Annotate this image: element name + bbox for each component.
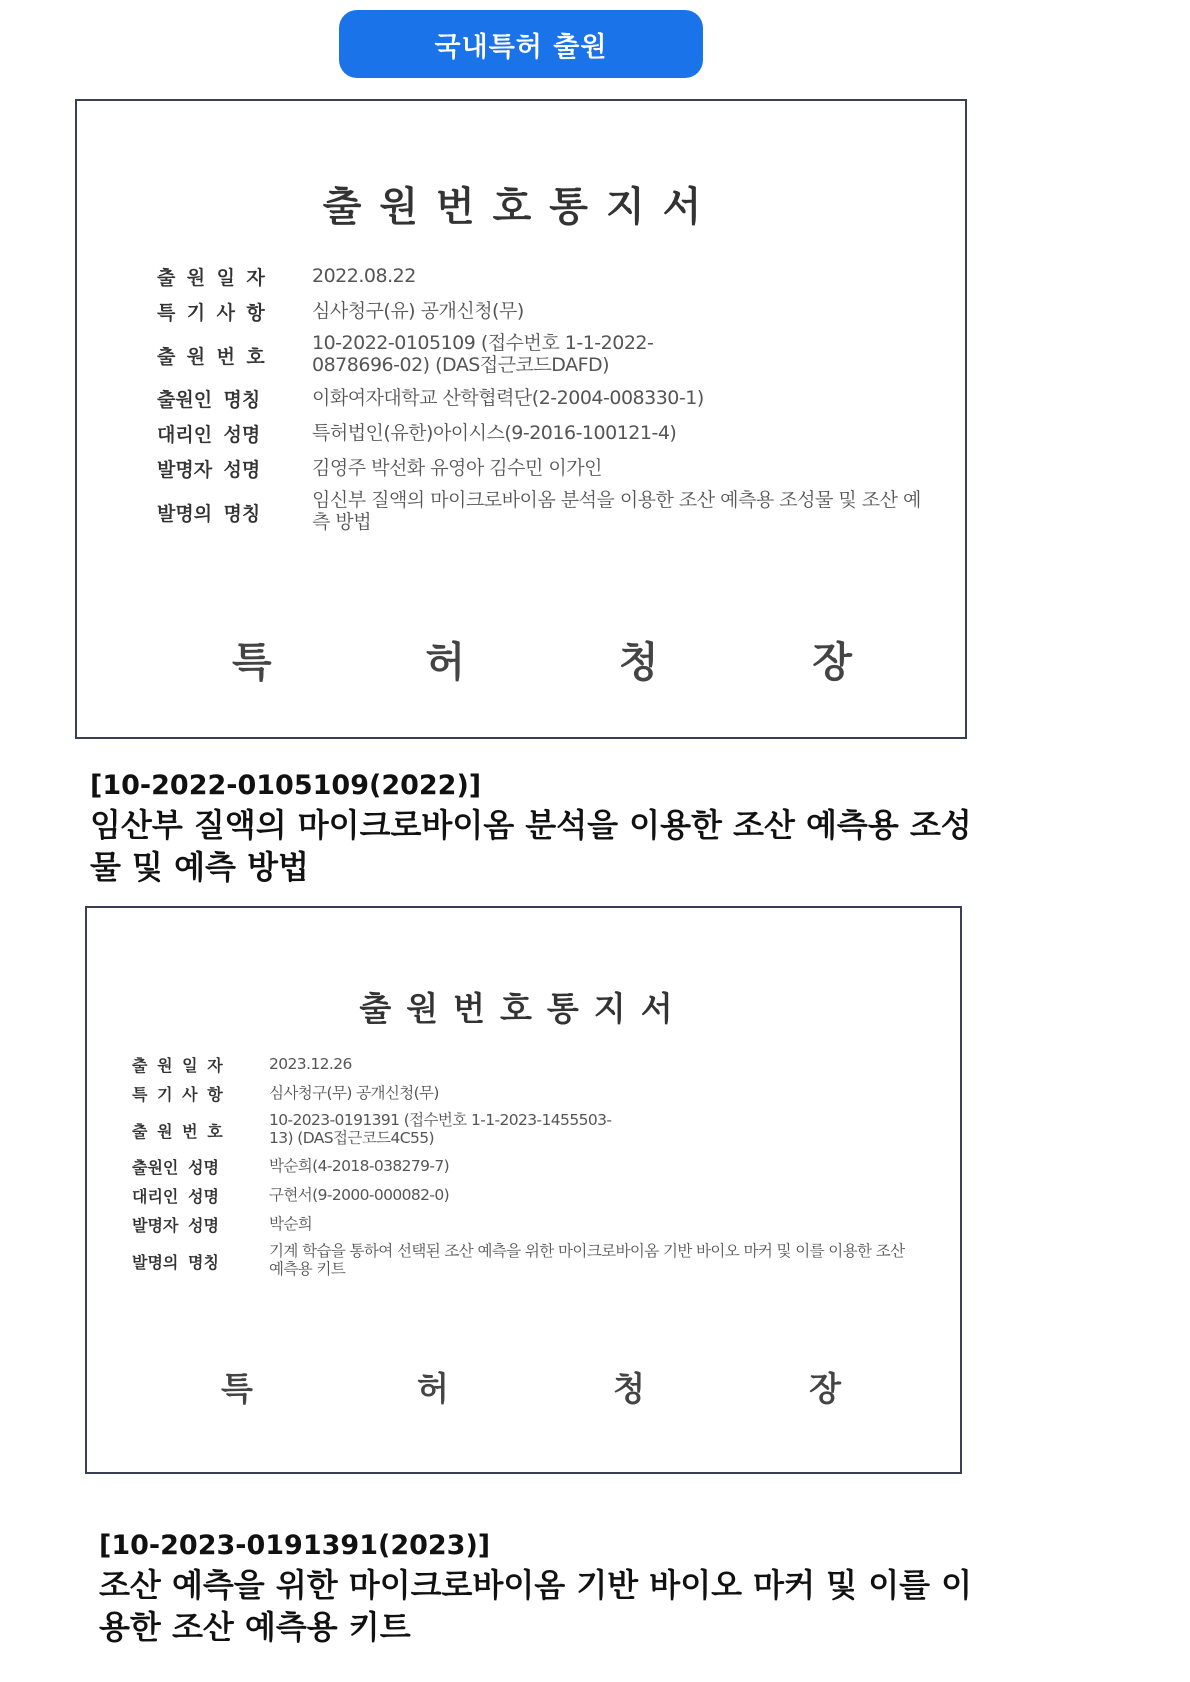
notice-title: 출원번호통지서 [359,989,688,1028]
patent-title: 조산 예측을 위한 마이크로바이옴 기반 바이오 마커 및 이를 이용한 조산 예측용 키트 [99,1566,973,1646]
field-row-remarks [157,294,937,329]
patent-title: 임산부 질액의 마이크로바이옴 분석을 이용한 조산 예측용 조성물 및 예측 방법 [90,806,972,886]
field-value: 임신부 질액의 마이크로바이옴 분석을 이용한 조산 예측용 조성물 및 조산 예측 방법 [312,489,921,533]
field-value: 10-2023-0191391 (접수번호 1-1-2023-1455503-13) (DAS접근코드4C55) [269,1111,612,1147]
field-value: 10-2022-0105109 (접수번호 1-1-2022-0878696-02) (DAS접근코드DAFD) [312,332,654,376]
field-label: 발명의 명칭 [132,1252,219,1272]
field-row-applicant [157,381,937,416]
field-value: 박순희(4-2018-038279-7) [269,1156,450,1175]
field-value: 심사청구(무) 공개신청(무) [269,1083,439,1102]
field-row-filing-date [132,1050,922,1079]
issuer-char: 청 [613,1369,645,1408]
application-notice-2 [85,906,962,1474]
issuer-char: 특 [221,1369,253,1408]
issuer-char: 허 [425,638,466,686]
field-label: 대리인 성명 [132,1187,219,1206]
field-label: 발명자 성명 [157,459,261,481]
application-notice-1 [75,99,967,739]
field-row-applicant [132,1152,922,1181]
field-label: 대리인 성명 [157,424,261,446]
issuer-char: 특 [232,638,272,686]
field-value: 기계 학습을 통하여 선택된 조산 예측을 위한 마이크로바이옴 기반 바이오 마커 및 이를 이용한 조산 예측용 키트 [269,1242,905,1278]
issuer-signature [221,1363,841,1410]
field-row-application-number [132,1108,922,1152]
field-row-invention-title [132,1239,922,1283]
field-row-application-number [157,329,937,381]
field-label: 특 기 사 항 [157,302,265,324]
field-value: 구현서(9-2000-000082-0) [269,1185,450,1204]
field-label: 발명자 성명 [132,1216,219,1235]
field-row-inventors [157,451,937,486]
application-number: [10-2023-0191391(2023)] [99,1530,491,1561]
notice-title: 출원번호통지서 [322,184,720,230]
field-value: 2022.08.22 [312,264,416,287]
application-number: [10-2022-0105109(2022)] [90,770,482,801]
field-row-invention-title [157,486,937,538]
field-value: 심사청구(유) 공개신청(무) [312,299,524,322]
issuer-char: 청 [618,638,659,686]
issuer-char: 장 [809,1369,841,1408]
notice-fields [132,1050,922,1283]
field-label: 출 원 번 호 [157,345,265,368]
field-row-filing-date [157,259,937,294]
field-label: 특 기 사 항 [132,1085,223,1104]
issuer-signature [232,629,852,688]
patent-caption-2 [99,1528,999,1648]
patent-caption-1 [90,768,990,888]
field-label: 출원인 성명 [132,1158,219,1177]
field-row-remarks [132,1079,922,1108]
notice-fields [157,259,937,538]
field-label: 발명의 명칭 [157,502,261,525]
field-label: 출 원 일 자 [132,1056,223,1075]
field-row-agent [132,1181,922,1210]
field-row-agent [157,416,937,451]
field-value: 박순희 [269,1214,313,1233]
field-value: 특허법인(유한)아이시스(9-2016-100121-4) [312,421,677,444]
field-value: 김영주 박선화 유영아 김수민 이가인 [312,456,602,479]
field-label: 출원인 명칭 [157,389,261,411]
field-value: 이화여자대학교 산학협력단(2-2004-008330-1) [312,386,704,409]
field-label: 출 원 번 호 [132,1121,223,1141]
field-label: 출 원 일 자 [157,267,265,289]
issuer-char: 장 [812,638,852,686]
issuer-char: 허 [417,1369,449,1408]
domestic-patent-badge: 국내특허 출원 [339,10,703,78]
field-value: 2023.12.26 [269,1054,352,1073]
field-row-inventors [132,1210,922,1239]
